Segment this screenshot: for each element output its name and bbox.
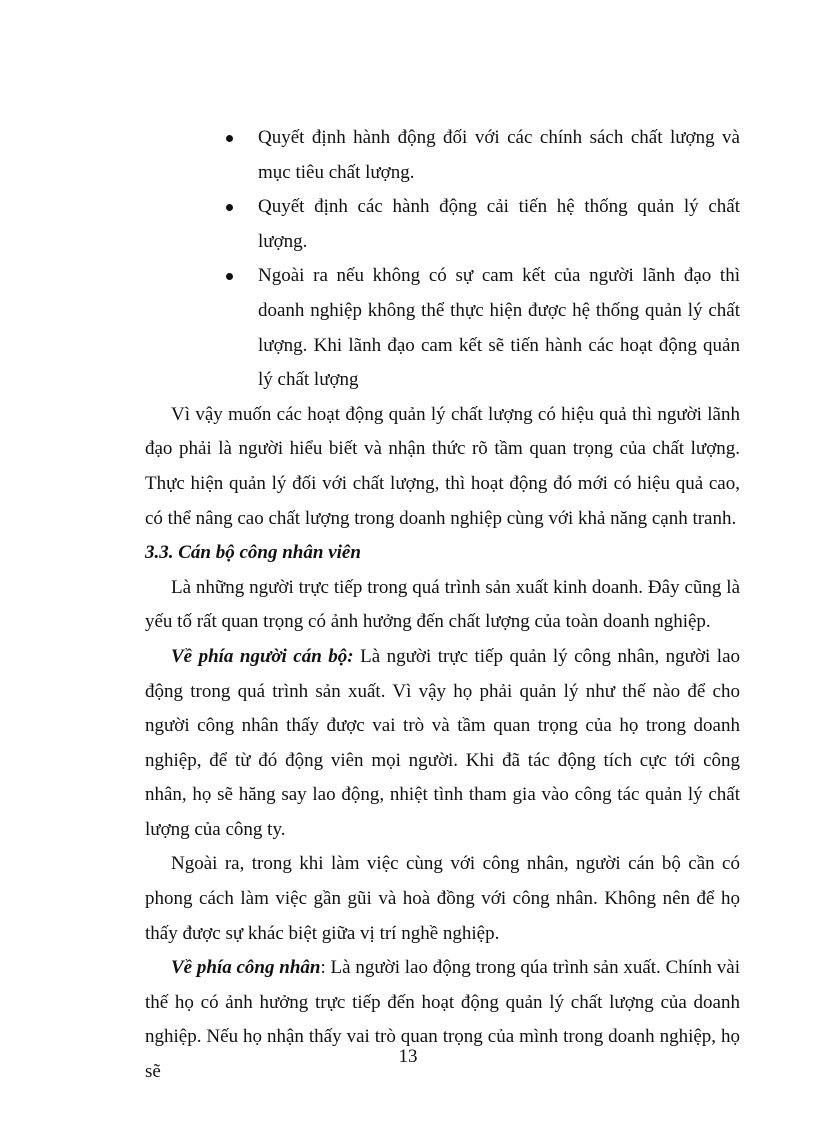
paragraph-managers (145, 640, 740, 848)
paragraph-lead-managers: Về phía người cán bộ: (171, 645, 354, 667)
paragraph-leadership-conclusion: Vì vậy muốn các hoạt động quản lý chất lượng có hiệu quả thì người lãnh đạo phải là người hiểu biết và nhận thức rõ tầm quan trọng của chất lượng. Thực hiện quản lý đối với chất lượng, thì hoạt động đó mới có hiệu quả cao, có thể nâng cao chất lượng trong doanh nghiệp cùng với khả năng cạnh tranh. (145, 403, 740, 529)
paragraph-lead-workers: Về phía công nhân (171, 957, 321, 979)
bullet-item (145, 190, 740, 259)
bullet-item (145, 121, 740, 190)
paragraph-text-workers: : Là người lao động trong qúa trình sản xuất. Chính vài thế họ có ảnh hưởng trực tiếp đến hoạt động quản lý chất lượng của doanh nghiệp. Nếu họ nhận thấy vai trò quan trọng của mình trong doanh nghiệp, họ sẽ (145, 957, 741, 1083)
page-body (145, 121, 740, 1090)
page-number: 13 (398, 1046, 418, 1067)
bullet-item (145, 259, 740, 397)
bullet-text: Quyết định hành động đối với các chính sách chất lượng và mục tiêu chất lượng. (258, 127, 740, 183)
bullet-dot-icon (226, 273, 233, 280)
paragraph-staff-intro: Là những người trực tiếp trong quá trình sản xuất kinh doanh. Đây cũng là yếu tố rất quan trọng có ảnh hưởng đến chất lượng của toàn doanh nghiệp. (145, 576, 740, 633)
bullet-dot-icon (226, 135, 233, 142)
section-heading: 3.3. Cán bộ công nhân viên (145, 542, 361, 564)
paragraph-text-managers: Là người trực tiếp quản lý công nhân, người lao động trong quá trình sản xuất. Vì vậy họ phải quản lý như thế nào để cho người công nhân thấy được vai trò và tầm quan trọng của họ trong doanh nghiệp, để từ đó động viên mọi người. Khi đã tác động tích cực tới công nhân, họ sẽ hăng say lao động, nhiệt tình tham gia vào công tác quản lý chất lượng của công ty. (145, 645, 740, 840)
bullet-text: Quyết định các hành động cải tiến hệ thống quản lý chất lượng. (258, 196, 740, 252)
bullet-dot-icon (226, 204, 233, 211)
bullet-list (145, 121, 740, 398)
paragraph-working-style: Ngoài ra, trong khi làm việc cùng với công nhân, người cán bộ cần có phong cách làm việc gần gũi và hoà đồng với công nhân. Không nên để họ thấy được sự khác biệt giữa vị trí nghề nghiệp. (145, 853, 740, 944)
bullet-text: Ngoài ra nếu không có sự cam kết của người lãnh đạo thì doanh nghiệp không thể thực hiện được hệ thống quản lý chất lượng. Khi lãnh đạo cam kết sẽ tiến hành các hoạt động quản lý chất lượng (258, 265, 740, 391)
